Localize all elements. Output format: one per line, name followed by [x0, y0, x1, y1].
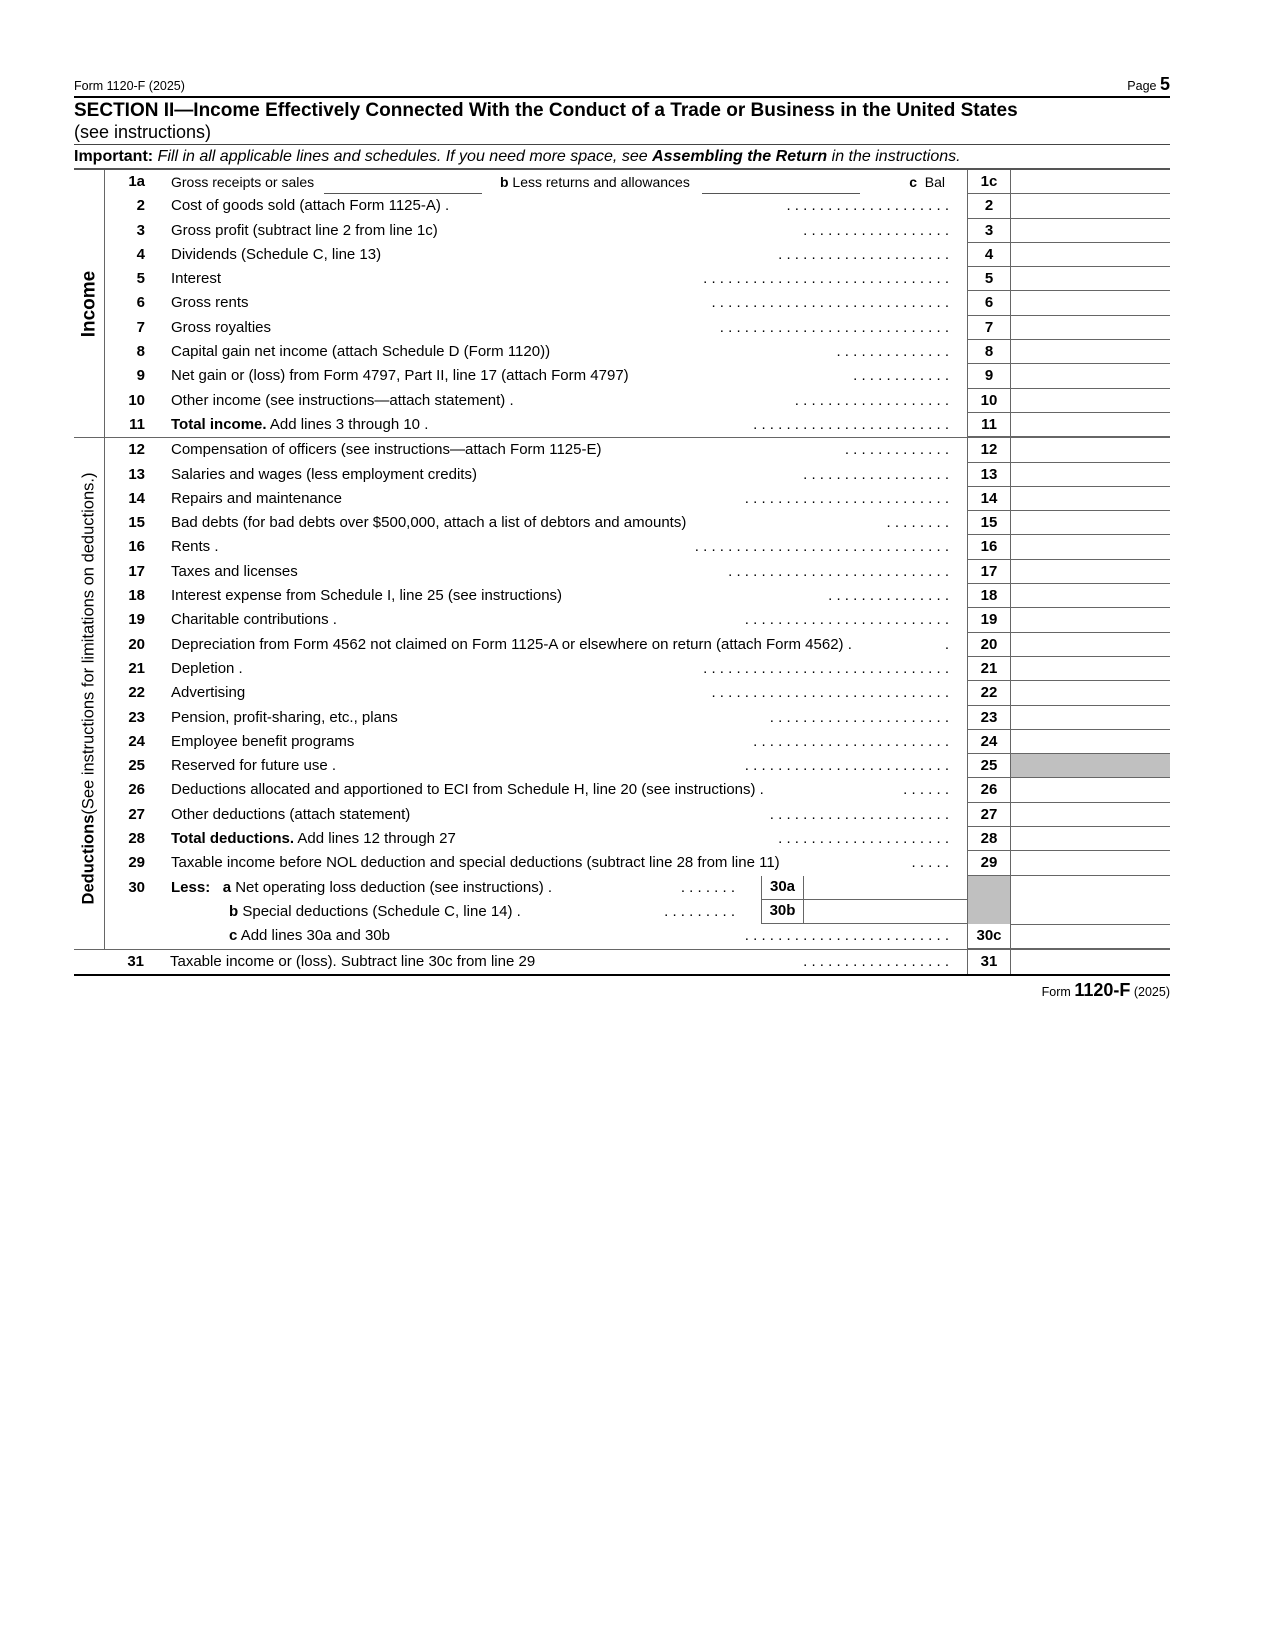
income-label: Income [78, 270, 99, 337]
line-box-number: 13 [967, 463, 1011, 487]
line-box-number: 18 [967, 584, 1011, 608]
line-box-number: 4 [967, 243, 1011, 267]
footer-form-word: Form [1041, 984, 1071, 999]
leader-dots: . . . . . . . . . . . . . . . . . . . . . [778, 830, 949, 848]
line-30c-prefix: c [229, 927, 238, 945]
line-label: Interest [171, 270, 222, 288]
leader-dots: . . . . . . . . . . . . . . . . . . . . . . . . . . . [728, 562, 949, 580]
line-box-number: 28 [967, 827, 1011, 851]
line-description [151, 316, 967, 340]
line-number: 22 [128, 684, 145, 702]
line-description [151, 267, 967, 291]
line-description [151, 438, 967, 462]
line-number: 2 [136, 197, 145, 215]
line-label: Reserved for future use . [171, 757, 337, 775]
line-description [151, 633, 967, 657]
line-30a-amount-input[interactable] [803, 876, 967, 900]
line-27 [74, 803, 1170, 827]
line-6-amount-input[interactable] [1011, 291, 1170, 315]
line-number: 8 [136, 343, 145, 361]
line-number: 13 [128, 465, 145, 483]
line-box-number: 6 [967, 291, 1011, 315]
deductions-label-rest: (See instructions for limitations on deductions.) [79, 472, 98, 815]
line-number: 1a [128, 173, 145, 190]
leader-dots: . . . . . . . . . . . . . . . . . . . . . . . . [753, 732, 949, 750]
footer-form-number: 1120-F [1074, 979, 1131, 1000]
leader-dots: . . . . . . . . . . . . . . . [828, 587, 949, 605]
line-number: 7 [136, 318, 145, 336]
line-label: Add lines 3 through 10 . [266, 415, 429, 433]
line-2-amount-input[interactable] [1011, 194, 1170, 218]
line-box-number: 26 [967, 778, 1011, 802]
line-number: 18 [128, 587, 145, 605]
line-box-number: 16 [967, 535, 1011, 559]
line-box-number: 5 [967, 267, 1011, 291]
bottom-rule [74, 974, 1170, 976]
line-description [151, 364, 967, 388]
line-number: 25 [128, 757, 145, 775]
line-31-description [150, 950, 967, 974]
line-label: Bad debts (for bad debts over $500,000, attach a list of debtors and amounts) [171, 514, 687, 532]
line-19-amount-input[interactable] [1011, 608, 1170, 632]
line-label: Interest expense from Schedule I, line 25 (see instructions) [171, 587, 563, 605]
line-label: Depletion . [171, 659, 243, 677]
line-20-amount-input[interactable] [1011, 633, 1170, 657]
line-17-amount-input[interactable] [1011, 560, 1170, 584]
line-6 [74, 291, 1170, 315]
line-box-number: 9 [967, 364, 1011, 388]
line-22-amount-input[interactable] [1011, 681, 1170, 705]
line-number: 23 [128, 708, 145, 726]
line-label: Taxable income before NOL deduction and special deductions (subtract line 28 from line 11) [171, 854, 780, 872]
footer-year: (2025) [1133, 984, 1170, 999]
line-number: 3 [136, 221, 145, 239]
line-29 [74, 851, 1170, 875]
leader-dots: . . . . . . . [680, 878, 735, 896]
line-number: 11 [129, 415, 145, 433]
line-description [151, 778, 967, 802]
line-box-number: 8 [967, 340, 1011, 364]
line-description [151, 827, 967, 851]
line-description [151, 194, 967, 218]
leader-dots: . . . . . . . . . . . . . . . . . . . . . . . . . [744, 927, 949, 945]
line-30a-number: 30a [761, 876, 803, 900]
line-16-amount-input[interactable] [1011, 535, 1170, 559]
line-24-amount-input[interactable] [1011, 730, 1170, 754]
line-5 [74, 267, 1170, 291]
leader-dots: . . . . . . . . . . . . . . . . . . . . [786, 197, 949, 215]
line-16 [74, 535, 1170, 559]
line-12 [74, 437, 1170, 462]
form-reference: Form 1120-F (2025) [74, 79, 185, 93]
line-11 [74, 413, 1170, 437]
line-28 [74, 827, 1170, 851]
line-13 [74, 463, 1170, 487]
line-description [151, 754, 967, 778]
important-note [74, 145, 1170, 170]
line-1c-amount-input[interactable] [1011, 170, 1170, 194]
less-label: Less: [171, 878, 211, 896]
line-number: 4 [136, 245, 145, 263]
leader-dots: . . . . . . . . . . . . . . . . . . . . . . . . . [744, 489, 949, 507]
line-14 [74, 487, 1170, 511]
line-number: 30 [128, 878, 145, 896]
line-label: Deductions allocated and apportioned to ECI from Schedule H, line 20 (see instructions) . [171, 781, 764, 799]
line-box-number: 11 [967, 413, 1011, 437]
leader-dots: . . . . . . . . [886, 514, 949, 532]
line-30c [74, 924, 1170, 948]
line-30b-number: 30b [761, 900, 803, 924]
line-28-amount-input[interactable] [1011, 827, 1170, 851]
line-description [151, 706, 967, 730]
leader-dots: . . . . . . . . . . . . . . . . . . . . . . . . . . . . . . . [694, 538, 949, 556]
line-21 [74, 657, 1170, 681]
line-label: Dividends (Schedule C, line 13) [171, 245, 382, 263]
line-label: Gross rents [171, 294, 249, 312]
line-box-number: 7 [967, 316, 1011, 340]
line-15-amount-input[interactable] [1011, 511, 1170, 535]
line-box-number: 3 [967, 219, 1011, 243]
line-label: Gross profit (subtract line 2 from line 1c) [171, 221, 438, 239]
line-22 [74, 681, 1170, 705]
leader-dots: . . . . . . . . . [664, 902, 735, 920]
leader-dots: . . . . . . . . . . . . . . . . . . . . . . [769, 805, 949, 823]
line-30a-right-blank [1011, 876, 1170, 900]
line-description [151, 463, 967, 487]
line-24 [74, 730, 1170, 754]
line-description [151, 608, 967, 632]
line-1c-prefix: c [909, 174, 917, 190]
line-label: Compensation of officers (see instructions—attach Form 1125-E) [171, 441, 602, 459]
leader-dots: . . . . . . [903, 781, 949, 799]
line-26-amount-input[interactable] [1011, 778, 1170, 802]
leader-dots: . . . . . . . . . . . . . [844, 441, 949, 459]
line-30b-label: Special deductions (Schedule C, line 14) . [242, 902, 521, 920]
line-20 [74, 633, 1170, 657]
line-label: Capital gain net income (attach Schedule D (Form 1120)) [171, 343, 551, 361]
line-description [151, 487, 967, 511]
line-description [151, 803, 967, 827]
line-18-amount-input[interactable] [1011, 584, 1170, 608]
line-label: Charitable contributions . [171, 611, 337, 629]
leader-dots: . . . . . . . . . . . . . . . . . . [803, 952, 949, 970]
leader-dots: . . . . . . . . . . . . . . . . . . [803, 465, 949, 483]
line-25 [74, 754, 1170, 778]
line-30c-amount-input[interactable] [1011, 924, 1170, 948]
line-description [151, 560, 967, 584]
line-30a [74, 876, 1170, 900]
line-label: Depreciation from Form 4562 not claimed on Form 1125-A or elsewhere on return (attach Form 4562) . [171, 635, 852, 653]
important-emphasis: Assembling the Return [652, 148, 828, 165]
section-subtitle: (see instructions) [74, 122, 1170, 145]
line-7-amount-input[interactable] [1011, 316, 1170, 340]
page-label: Page [1127, 79, 1157, 93]
leader-dots: . . . . . . . . . . . . . . . . . . . . . . . . [753, 415, 949, 433]
line-number: 17 [128, 562, 145, 580]
line-number: 31 [127, 952, 144, 970]
line-description [151, 535, 967, 559]
line-1-description [151, 170, 967, 194]
line-10-amount-input[interactable] [1011, 389, 1170, 413]
line-number: 20 [128, 635, 145, 653]
line-label-bold: Total deductions. [171, 830, 295, 848]
line-label: Employee benefit programs [171, 732, 355, 750]
leader-dots: . . . . . [911, 854, 949, 872]
line-26 [74, 778, 1170, 802]
line-9 [74, 364, 1170, 388]
line-30b-right-blank [1011, 900, 1170, 924]
line-description [151, 291, 967, 315]
line-box-number: 21 [967, 657, 1011, 681]
line-number: 28 [128, 830, 145, 848]
line-1a-label: Gross receipts or sales [171, 174, 315, 190]
line-30b-amount-input[interactable] [803, 900, 967, 924]
line-box-number: 23 [967, 706, 1011, 730]
line-17 [74, 560, 1170, 584]
leader-dots: . . . . . . . . . . . . . . . . . . . . . . . . . [744, 757, 949, 775]
line-23-amount-input[interactable] [1011, 706, 1170, 730]
leader-dots: . . . . . . . . . . . . . . . . . . . . . . . . . . . . . . [703, 270, 949, 288]
important-body-1: Fill in all applicable lines and schedules. If you need more space, see [153, 148, 653, 165]
line-1b-prefix: b [499, 174, 509, 190]
line-box-number: 22 [967, 681, 1011, 705]
line-21-amount-input[interactable] [1011, 657, 1170, 681]
line-label: Advertising [171, 684, 246, 702]
line-30a-label: Net operating loss deduction (see instructions) . [235, 878, 553, 896]
line-30-number-shaded [967, 876, 1011, 900]
line-description [151, 681, 967, 705]
leader-dots: . . . . . . . . . . . . . . . . . . . . . . [769, 708, 949, 726]
line-30c-number: 30c [967, 924, 1011, 948]
leader-dots: . . . . . . . . . . . . . . . . . . [803, 221, 949, 239]
leader-dots: . . . . . . . . . . . . . . . . . . . . . [778, 245, 949, 263]
form-lines-grid [74, 170, 1170, 976]
line-11-amount-input[interactable] [1011, 413, 1170, 437]
line-30a-description [151, 876, 967, 900]
page-footer [74, 980, 1170, 1001]
line-7 [74, 316, 1170, 340]
important-body-2: in the instructions. [827, 148, 961, 165]
line-19 [74, 608, 1170, 632]
line-30a-subbox [761, 876, 967, 900]
line-label: Add lines 12 through 27 [294, 830, 456, 848]
line-box-number: 25 [967, 754, 1011, 778]
line-3-amount-input[interactable] [1011, 219, 1170, 243]
line-30c-label: Add lines 30a and 30b [240, 927, 390, 945]
line-box-number: 10 [967, 389, 1011, 413]
line-number: 14 [128, 489, 145, 507]
line-box-number: 17 [967, 560, 1011, 584]
line-30a-prefix: a [222, 878, 232, 896]
line-description [151, 730, 967, 754]
line-2 [74, 194, 1170, 218]
line-30b-description [151, 900, 967, 924]
leader-dots: . . . . . . . . . . . . . . . . . . . [794, 391, 949, 409]
line-number: 15 [128, 514, 145, 532]
line-label: Taxes and licenses [171, 562, 298, 580]
line-31-number: 31 [967, 950, 1011, 974]
line-27-amount-input[interactable] [1011, 803, 1170, 827]
line-12-amount-input[interactable] [1011, 438, 1170, 462]
line-description [151, 389, 967, 413]
line-31 [74, 949, 1170, 974]
line-number: 24 [128, 732, 145, 750]
line-18 [74, 584, 1170, 608]
line-box-number: 2 [967, 194, 1011, 218]
line-30b-subbox [761, 900, 967, 924]
leader-dots: . . . . . . . . . . . . . . . . . . . . . . . . . . . . [719, 318, 949, 336]
form-page [74, 72, 1170, 1001]
line-4-amount-input[interactable] [1011, 243, 1170, 267]
line-description [151, 584, 967, 608]
page-number: 5 [1159, 74, 1170, 94]
line-label: Gross royalties [171, 318, 272, 336]
leader-dots: . . . . . . . . . . . . . . . . . . . . . . . . . . . . . [711, 684, 949, 702]
line-30b [74, 900, 1170, 924]
line-29-amount-input[interactable] [1011, 851, 1170, 875]
line-1c-number: 1c [967, 170, 1011, 194]
line-8-amount-input[interactable] [1011, 340, 1170, 364]
line-description [151, 340, 967, 364]
line-label: Cost of goods sold (attach Form 1125-A) . [171, 197, 450, 215]
line-31-label: Taxable income or (loss). Subtract line 30c from line 29 [170, 952, 536, 970]
line-number: 29 [128, 854, 145, 872]
line-30-number-shaded [967, 900, 1011, 924]
line-description [151, 511, 967, 535]
line-label: Salaries and wages (less employment credits) [171, 465, 477, 483]
leader-dots: . . . . . . . . . . . . [853, 367, 949, 385]
line-number: 10 [128, 391, 145, 409]
line-1b-input[interactable] [702, 177, 860, 194]
line-31-amount-input[interactable] [1011, 950, 1170, 974]
line-1c-label: Bal [924, 174, 945, 190]
line-1 [74, 170, 1170, 194]
line-14-amount-input[interactable] [1011, 487, 1170, 511]
line-description [151, 243, 967, 267]
line-13-amount-input[interactable] [1011, 463, 1170, 487]
line-25-reserved-shaded [1011, 754, 1170, 778]
line-description [151, 413, 967, 437]
line-number: 9 [136, 367, 145, 385]
line-label: Other deductions (attach statement) [171, 805, 411, 823]
leader-dots: . . . . . . . . . . . . . . . . . . . . . . . . . [744, 611, 949, 629]
page-header [74, 72, 1170, 98]
leader-dots: . . . . . . . . . . . . . . . . . . . . . . . . . . . . . [711, 294, 949, 312]
line-1a-input[interactable] [324, 177, 482, 194]
important-lead: Important: [74, 148, 154, 165]
line-number: 21 [128, 659, 145, 677]
line-box-number: 14 [967, 487, 1011, 511]
line-9-amount-input[interactable] [1011, 364, 1170, 388]
line-30c-description [151, 924, 967, 948]
line-number: 12 [128, 441, 145, 459]
line-number: 16 [128, 538, 145, 556]
line-1b-label: Less returns and allowances [512, 174, 690, 190]
line-box-number: 20 [967, 633, 1011, 657]
line-label: Net gain or (loss) from Form 4797, Part II, line 17 (attach Form 4797) [171, 367, 629, 385]
line-label: Rents . [171, 538, 219, 556]
line-box-number: 12 [967, 438, 1011, 462]
line-8 [74, 340, 1170, 364]
line-15 [74, 511, 1170, 535]
leader-dots: . . . . . . . . . . . . . . . . . . . . . . . . . . . . . . [703, 659, 949, 677]
line-box-number: 15 [967, 511, 1011, 535]
line-number: 27 [128, 805, 145, 823]
leader-dots: . [944, 635, 949, 653]
line-number: 5 [136, 270, 145, 288]
line-number: 26 [128, 781, 145, 799]
line-number: 19 [128, 611, 145, 629]
line-label: Other income (see instructions—attach statement) . [171, 391, 514, 409]
line-label: Repairs and maintenance [171, 489, 342, 507]
line-number: 6 [136, 294, 145, 312]
line-box-number: 27 [967, 803, 1011, 827]
line-label-bold: Total income. [171, 415, 267, 433]
line-description [151, 657, 967, 681]
line-23 [74, 706, 1170, 730]
line-box-number: 19 [967, 608, 1011, 632]
line-description [151, 851, 967, 875]
line-4 [74, 243, 1170, 267]
line-box-number: 24 [967, 730, 1011, 754]
line-box-number: 29 [967, 851, 1011, 875]
line-label: Pension, profit-sharing, etc., plans [171, 708, 398, 726]
deductions-label-bold: Deductions [79, 814, 98, 904]
leader-dots: . . . . . . . . . . . . . . [836, 343, 949, 361]
line-10 [74, 389, 1170, 413]
line-30b-prefix: b [229, 902, 239, 920]
section-title: SECTION II—Income Effectively Connected With the Conduct of a Trade or Business in the United States [74, 100, 1018, 121]
page-indicator [1127, 74, 1170, 96]
line-5-amount-input[interactable] [1011, 267, 1170, 291]
line-3 [74, 219, 1170, 243]
line-description [151, 219, 967, 243]
